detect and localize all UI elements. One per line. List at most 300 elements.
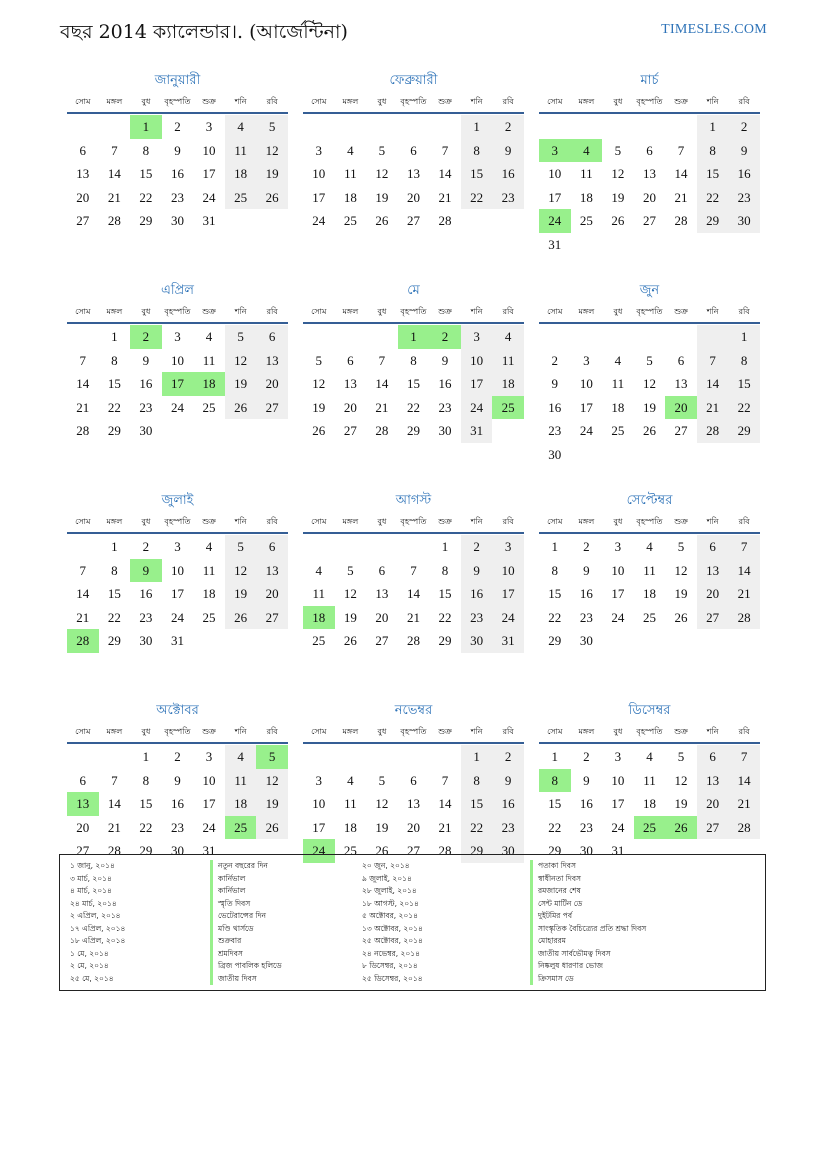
day-cell[interactable]: 26 [375, 843, 389, 858]
day-cell[interactable]: 15 [461, 162, 493, 186]
holiday-day-cell[interactable]: 25 [634, 816, 666, 840]
day-cell[interactable]: 7 [79, 352, 87, 368]
holiday-day-cell[interactable]: 3 [539, 139, 571, 163]
day-cell[interactable]: 6 [347, 352, 354, 368]
day-cell[interactable]: 7 [697, 349, 729, 373]
day-cell[interactable]: 16 [139, 586, 153, 601]
day-cell[interactable]: 6 [677, 352, 685, 368]
day-cell[interactable]: 30 [461, 629, 493, 653]
day-cell[interactable]: 1 [461, 745, 493, 769]
day-cell[interactable]: 11 [225, 139, 257, 163]
day-cell[interactable]: 13 [697, 559, 729, 583]
day-cell[interactable]: 13 [375, 586, 389, 601]
day-cell[interactable]: 24 [611, 819, 625, 835]
day-cell[interactable]: 11 [202, 562, 216, 578]
holiday-day-cell[interactable]: 2 [130, 325, 162, 349]
day-cell[interactable]: 17 [611, 586, 625, 601]
day-cell[interactable]: 4 [347, 142, 354, 158]
day-cell[interactable]: 3 [315, 772, 323, 788]
day-cell[interactable]: 30 [170, 843, 184, 858]
day-cell[interactable]: 13 [76, 166, 90, 181]
day-cell[interactable]: 15 [728, 372, 760, 396]
day-cell[interactable]: 5 [646, 352, 653, 368]
day-cell[interactable]: 15 [438, 586, 452, 601]
day-cell[interactable]: 5 [225, 325, 257, 349]
day-cell[interactable]: 15 [548, 586, 562, 601]
day-cell[interactable]: 26 [343, 633, 357, 648]
day-cell[interactable]: 12 [375, 796, 389, 811]
day-cell[interactable]: 7 [728, 535, 760, 559]
day-cell[interactable]: 21 [107, 819, 121, 835]
day-cell[interactable]: 16 [461, 582, 493, 606]
day-cell[interactable]: 29 [548, 633, 562, 648]
day-cell[interactable]: 16 [139, 376, 153, 391]
holiday-day-cell[interactable]: 9 [130, 559, 162, 583]
day-cell[interactable]: 30 [579, 843, 593, 858]
day-cell[interactable]: 12 [225, 559, 257, 583]
day-cell[interactable]: 7 [441, 142, 449, 158]
holiday-day-cell[interactable]: 8 [539, 769, 571, 793]
day-cell[interactable]: 6 [697, 745, 729, 769]
day-cell[interactable]: 16 [438, 376, 452, 391]
day-cell[interactable]: 10 [492, 559, 524, 583]
day-cell[interactable]: 13 [642, 166, 656, 181]
day-cell[interactable]: 25 [579, 213, 593, 228]
day-cell[interactable]: 1 [441, 539, 449, 554]
day-cell[interactable]: 31 [202, 843, 216, 858]
day-cell[interactable]: 26 [256, 816, 288, 840]
day-cell[interactable]: 25 [343, 213, 357, 228]
day-cell[interactable]: 16 [728, 162, 760, 186]
day-cell[interactable]: 11 [312, 586, 326, 601]
day-cell[interactable]: 9 [441, 352, 449, 368]
day-cell[interactable]: 12 [343, 586, 357, 601]
day-cell[interactable]: 20 [343, 399, 357, 415]
day-cell[interactable]: 10 [170, 352, 184, 368]
day-cell[interactable]: 5 [677, 539, 685, 554]
day-cell[interactable]: 27 [674, 423, 688, 438]
day-cell[interactable]: 6 [378, 562, 386, 578]
day-cell[interactable]: 14 [674, 166, 688, 181]
day-cell[interactable]: 30 [728, 209, 760, 233]
day-cell[interactable]: 26 [225, 606, 257, 630]
day-cell[interactable]: 14 [438, 166, 452, 181]
day-cell[interactable]: 31 [611, 843, 625, 858]
day-cell[interactable]: 22 [107, 399, 121, 415]
day-cell[interactable]: 4 [205, 329, 213, 344]
day-cell[interactable]: 24 [170, 609, 184, 625]
day-cell[interactable]: 7 [441, 772, 449, 788]
day-cell[interactable]: 6 [256, 535, 288, 559]
day-cell[interactable]: 29 [107, 633, 121, 648]
day-cell[interactable]: 24 [579, 423, 593, 438]
holiday-day-cell[interactable]: 2 [429, 325, 461, 349]
holiday-day-cell[interactable]: 28 [67, 629, 99, 653]
day-cell[interactable]: 21 [406, 609, 420, 625]
day-cell[interactable]: 6 [79, 142, 87, 158]
day-cell[interactable]: 8 [441, 562, 449, 578]
day-cell[interactable]: 25 [343, 843, 357, 858]
day-cell[interactable]: 19 [225, 372, 257, 396]
day-cell[interactable]: 27 [343, 423, 357, 438]
day-cell[interactable]: 12 [256, 769, 288, 793]
holiday-day-cell[interactable]: 4 [571, 139, 603, 163]
day-cell[interactable]: 27 [256, 396, 288, 420]
day-cell[interactable]: 27 [375, 633, 389, 648]
day-cell[interactable]: 4 [347, 772, 354, 788]
day-cell[interactable]: 1 [728, 325, 760, 349]
day-cell[interactable]: 2 [142, 539, 150, 554]
day-cell[interactable]: 19 [343, 609, 357, 625]
day-cell[interactable]: 8 [461, 769, 493, 793]
day-cell[interactable]: 25 [312, 633, 326, 648]
day-cell[interactable]: 10 [611, 562, 625, 578]
day-cell[interactable]: 17 [170, 586, 184, 601]
day-cell[interactable]: 16 [492, 162, 524, 186]
day-cell[interactable]: 5 [256, 115, 288, 139]
day-cell[interactable]: 22 [548, 819, 562, 835]
day-cell[interactable]: 1 [697, 115, 729, 139]
day-cell[interactable]: 12 [674, 772, 688, 788]
day-cell[interactable]: 14 [76, 376, 90, 391]
day-cell[interactable]: 4 [315, 562, 323, 578]
day-cell[interactable]: 21 [76, 399, 90, 415]
day-cell[interactable]: 5 [677, 749, 685, 764]
day-cell[interactable]: 2 [174, 749, 181, 764]
day-cell[interactable]: 7 [111, 772, 118, 788]
day-cell[interactable]: 16 [548, 399, 562, 415]
day-cell[interactable]: 10 [202, 772, 216, 788]
day-cell[interactable]: 31 [492, 629, 524, 653]
day-cell[interactable]: 23 [170, 819, 184, 835]
day-cell[interactable]: 3 [205, 749, 213, 764]
holiday-day-cell[interactable]: 20 [665, 396, 697, 420]
day-cell[interactable]: 2 [492, 115, 524, 139]
day-cell[interactable]: 17 [202, 796, 216, 811]
day-cell[interactable]: 16 [492, 792, 524, 816]
day-cell[interactable]: 11 [202, 352, 216, 368]
day-cell[interactable]: 19 [611, 189, 625, 205]
holiday-day-cell[interactable]: 26 [665, 816, 697, 840]
day-cell[interactable]: 29 [548, 843, 562, 858]
day-cell[interactable]: 4 [225, 745, 257, 769]
day-cell[interactable]: 29 [728, 419, 760, 443]
day-cell[interactable]: 12 [256, 139, 288, 163]
day-cell[interactable]: 21 [674, 189, 688, 205]
day-cell[interactable]: 14 [728, 559, 760, 583]
day-cell[interactable]: 8 [697, 139, 729, 163]
day-cell[interactable]: 27 [697, 816, 729, 840]
day-cell[interactable]: 5 [378, 772, 386, 788]
day-cell[interactable]: 19 [674, 586, 688, 601]
day-cell[interactable]: 14 [375, 376, 389, 391]
day-cell[interactable]: 8 [410, 352, 417, 368]
day-cell[interactable]: 27 [406, 843, 420, 858]
day-cell[interactable]: 14 [406, 586, 420, 601]
day-cell[interactable]: 19 [642, 399, 656, 415]
day-cell[interactable]: 28 [107, 843, 121, 858]
day-cell[interactable]: 20 [406, 819, 420, 835]
day-cell[interactable]: 14 [728, 769, 760, 793]
day-cell[interactable]: 5 [315, 352, 323, 368]
day-cell[interactable]: 14 [76, 586, 90, 601]
day-cell[interactable]: 12 [375, 166, 389, 181]
day-cell[interactable]: 27 [642, 213, 656, 228]
day-cell[interactable]: 10 [611, 772, 625, 788]
day-cell[interactable]: 4 [492, 325, 524, 349]
holiday-day-cell[interactable]: 25 [225, 816, 257, 840]
day-cell[interactable]: 9 [583, 562, 590, 578]
day-cell[interactable]: 1 [142, 749, 150, 764]
day-cell[interactable]: 2 [551, 352, 559, 368]
day-cell[interactable]: 21 [438, 819, 452, 835]
day-cell[interactable]: 22 [438, 609, 452, 625]
day-cell[interactable]: 28 [438, 213, 452, 228]
holiday-day-cell[interactable]: 1 [398, 325, 430, 349]
day-cell[interactable]: 22 [461, 186, 493, 210]
day-cell[interactable]: 8 [111, 562, 118, 578]
day-cell[interactable]: 20 [375, 609, 389, 625]
day-cell[interactable]: 9 [492, 139, 524, 163]
day-cell[interactable]: 25 [225, 186, 257, 210]
day-cell[interactable]: 10 [312, 166, 326, 181]
day-cell[interactable]: 16 [579, 586, 593, 601]
day-cell[interactable]: 1 [461, 115, 493, 139]
day-cell[interactable]: 3 [583, 352, 590, 368]
day-cell[interactable]: 8 [551, 562, 559, 578]
day-cell[interactable]: 20 [76, 819, 90, 835]
day-cell[interactable]: 15 [139, 796, 153, 811]
day-cell[interactable]: 17 [579, 399, 593, 415]
day-cell[interactable]: 22 [107, 609, 121, 625]
day-cell[interactable]: 10 [202, 142, 216, 158]
day-cell[interactable]: 17 [312, 189, 326, 205]
day-cell[interactable]: 2 [583, 539, 590, 554]
day-cell[interactable]: 29 [697, 209, 729, 233]
day-cell[interactable]: 29 [406, 423, 420, 438]
day-cell[interactable]: 11 [225, 769, 257, 793]
day-cell[interactable]: 5 [225, 535, 257, 559]
day-cell[interactable]: 11 [344, 166, 357, 181]
day-cell[interactable]: 30 [438, 423, 452, 438]
day-cell[interactable]: 31 [170, 633, 184, 648]
day-cell[interactable]: 12 [611, 166, 625, 181]
day-cell[interactable]: 11 [344, 796, 357, 811]
day-cell[interactable]: 9 [728, 139, 760, 163]
day-cell[interactable]: 17 [611, 796, 625, 811]
day-cell[interactable]: 6 [646, 142, 653, 158]
day-cell[interactable]: 22 [548, 609, 562, 625]
day-cell[interactable]: 4 [225, 115, 257, 139]
day-cell[interactable]: 2 [492, 745, 524, 769]
day-cell[interactable]: 26 [225, 396, 257, 420]
day-cell[interactable]: 31 [461, 419, 493, 443]
site-link[interactable]: TIMESLES.COM [661, 22, 767, 37]
day-cell[interactable]: 15 [461, 792, 493, 816]
day-cell[interactable]: 21 [697, 396, 729, 420]
day-cell[interactable]: 14 [697, 372, 729, 396]
day-cell[interactable]: 4 [646, 539, 653, 554]
day-cell[interactable]: 7 [79, 562, 87, 578]
day-cell[interactable]: 13 [674, 376, 688, 391]
day-cell[interactable]: 8 [111, 352, 118, 368]
day-cell[interactable]: 27 [697, 606, 729, 630]
day-cell[interactable]: 23 [492, 186, 524, 210]
day-cell[interactable]: 11 [643, 772, 656, 788]
day-cell[interactable]: 25 [642, 609, 656, 625]
day-cell[interactable]: 24 [202, 819, 216, 835]
day-cell[interactable]: 12 [642, 376, 656, 391]
day-cell[interactable]: 28 [375, 423, 389, 438]
day-cell[interactable]: 21 [107, 189, 121, 205]
day-cell[interactable]: 28 [697, 419, 729, 443]
day-cell[interactable]: 23 [579, 819, 593, 835]
day-cell[interactable]: 2 [174, 119, 181, 134]
day-cell[interactable]: 18 [225, 792, 257, 816]
day-cell[interactable]: 26 [375, 213, 389, 228]
day-cell[interactable]: 3 [614, 749, 622, 764]
day-cell[interactable]: 19 [256, 162, 288, 186]
day-cell[interactable]: 22 [139, 819, 153, 835]
day-cell[interactable]: 21 [76, 609, 90, 625]
day-cell[interactable]: 10 [548, 166, 562, 181]
day-cell[interactable]: 26 [256, 186, 288, 210]
day-cell[interactable]: 18 [642, 796, 656, 811]
holiday-day-cell[interactable]: 24 [539, 209, 571, 233]
day-cell[interactable]: 27 [256, 606, 288, 630]
day-cell[interactable]: 26 [611, 213, 625, 228]
day-cell[interactable]: 16 [170, 166, 184, 181]
day-cell[interactable]: 29 [438, 633, 452, 648]
day-cell[interactable]: 23 [438, 399, 452, 415]
day-cell[interactable]: 20 [642, 189, 656, 205]
day-cell[interactable]: 1 [551, 539, 559, 554]
holiday-day-cell[interactable]: 18 [303, 606, 335, 630]
day-cell[interactable]: 18 [343, 819, 357, 835]
day-cell[interactable]: 20 [697, 582, 729, 606]
day-cell[interactable]: 15 [548, 796, 562, 811]
day-cell[interactable]: 26 [312, 423, 326, 438]
day-cell[interactable]: 25 [202, 399, 216, 415]
day-cell[interactable]: 22 [461, 816, 493, 840]
day-cell[interactable]: 10 [170, 562, 184, 578]
day-cell[interactable]: 7 [111, 142, 118, 158]
day-cell[interactable]: 11 [580, 166, 593, 181]
day-cell[interactable]: 20 [76, 189, 90, 205]
day-cell[interactable]: 20 [406, 189, 420, 205]
day-cell[interactable]: 11 [492, 349, 524, 373]
day-cell[interactable]: 9 [492, 769, 524, 793]
day-cell[interactable]: 15 [406, 376, 420, 391]
day-cell[interactable]: 3 [174, 539, 181, 554]
day-cell[interactable]: 23 [492, 816, 524, 840]
day-cell[interactable]: 6 [79, 772, 87, 788]
day-cell[interactable]: 26 [642, 423, 656, 438]
day-cell[interactable]: 17 [312, 819, 326, 835]
day-cell[interactable]: 28 [728, 606, 760, 630]
day-cell[interactable]: 27 [76, 213, 90, 228]
day-cell[interactable]: 28 [674, 213, 688, 228]
day-cell[interactable]: 8 [142, 142, 150, 158]
day-cell[interactable]: 19 [256, 792, 288, 816]
day-cell[interactable]: 30 [170, 213, 184, 228]
day-cell[interactable]: 27 [76, 843, 90, 858]
day-cell[interactable]: 1 [111, 329, 118, 344]
day-cell[interactable]: 24 [461, 396, 493, 420]
day-cell[interactable]: 16 [170, 796, 184, 811]
day-cell[interactable]: 15 [697, 162, 729, 186]
day-cell[interactable]: 7 [410, 562, 417, 578]
day-cell[interactable]: 13 [256, 559, 288, 583]
day-cell[interactable]: 9 [551, 376, 559, 391]
day-cell[interactable]: 22 [697, 186, 729, 210]
day-cell[interactable]: 21 [438, 189, 452, 205]
day-cell[interactable]: 6 [410, 142, 417, 158]
day-cell[interactable]: 23 [461, 606, 493, 630]
day-cell[interactable]: 23 [139, 609, 153, 625]
day-cell[interactable]: 9 [174, 142, 181, 158]
day-cell[interactable]: 3 [174, 329, 181, 344]
day-cell[interactable]: 3 [315, 142, 323, 158]
day-cell[interactable]: 6 [256, 325, 288, 349]
day-cell[interactable]: 24 [170, 399, 184, 415]
day-cell[interactable]: 20 [697, 792, 729, 816]
holiday-day-cell[interactable]: 1 [130, 115, 162, 139]
day-cell[interactable]: 9 [461, 559, 493, 583]
day-cell[interactable]: 15 [139, 166, 153, 181]
day-cell[interactable]: 29 [107, 423, 121, 438]
holiday-day-cell[interactable]: 17 [162, 372, 194, 396]
holiday-day-cell[interactable]: 24 [303, 839, 335, 863]
day-cell[interactable]: 2 [461, 535, 493, 559]
holiday-day-cell[interactable]: 25 [492, 396, 524, 420]
day-cell[interactable]: 5 [614, 142, 622, 158]
day-cell[interactable]: 17 [548, 189, 562, 205]
day-cell[interactable]: 10 [461, 349, 493, 373]
day-cell[interactable]: 31 [202, 213, 216, 228]
day-cell[interactable]: 24 [611, 609, 625, 625]
day-cell[interactable]: 27 [406, 213, 420, 228]
day-cell[interactable]: 28 [76, 423, 90, 438]
day-cell[interactable]: 29 [139, 213, 153, 228]
day-cell[interactable]: 2 [728, 115, 760, 139]
day-cell[interactable]: 14 [107, 166, 121, 181]
day-cell[interactable]: 5 [347, 562, 354, 578]
day-cell[interactable]: 3 [614, 539, 622, 554]
day-cell[interactable]: 19 [674, 796, 688, 811]
day-cell[interactable]: 19 [375, 819, 389, 835]
day-cell[interactable]: 29 [461, 839, 493, 863]
day-cell[interactable]: 1 [111, 539, 118, 554]
day-cell[interactable]: 28 [107, 213, 121, 228]
day-cell[interactable]: 18 [225, 162, 257, 186]
day-cell[interactable]: 12 [674, 562, 688, 578]
day-cell[interactable]: 17 [492, 582, 524, 606]
day-cell[interactable]: 28 [438, 843, 452, 858]
day-cell[interactable]: 29 [139, 843, 153, 858]
day-cell[interactable]: 4 [646, 749, 653, 764]
day-cell[interactable]: 21 [728, 792, 760, 816]
day-cell[interactable]: 25 [611, 423, 625, 438]
day-cell[interactable]: 12 [225, 349, 257, 373]
day-cell[interactable]: 18 [202, 586, 216, 601]
day-cell[interactable]: 26 [674, 609, 688, 625]
day-cell[interactable]: 6 [410, 772, 417, 788]
day-cell[interactable]: 30 [548, 446, 562, 462]
day-cell[interactable]: 19 [225, 582, 257, 606]
day-cell[interactable]: 13 [256, 349, 288, 373]
day-cell[interactable]: 3 [205, 119, 213, 134]
